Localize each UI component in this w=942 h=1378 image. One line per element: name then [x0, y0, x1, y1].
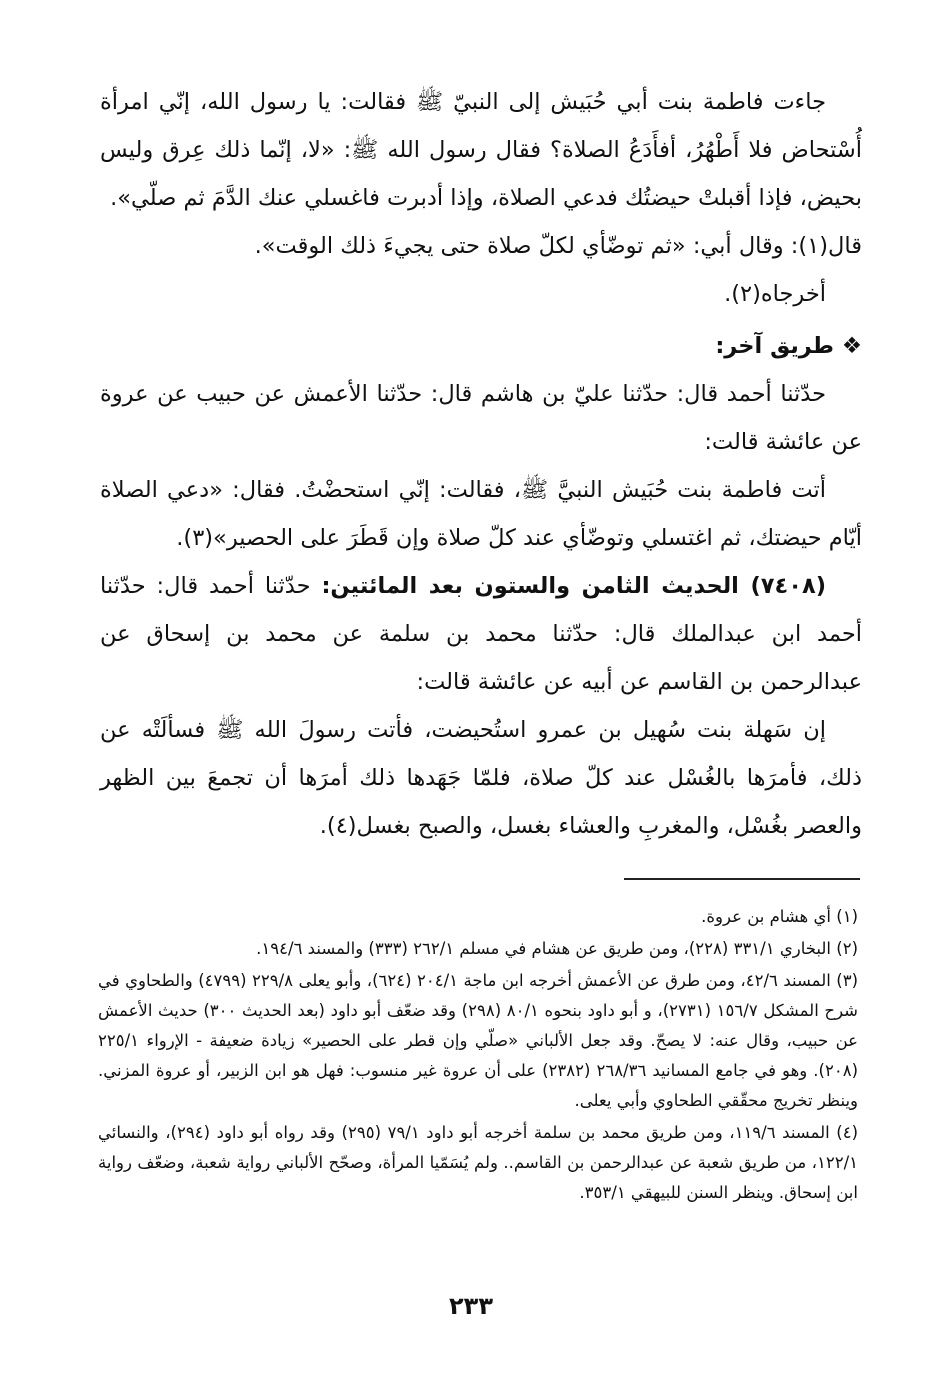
hadith-number-label: (٧٤٠٨) الحديث الثامن والستون بعد المائتين:: [321, 573, 826, 599]
footnotes: [98, 902, 858, 1210]
paragraph-5: أتت فاطمة بنت حُبَيش النبيَّ ﷺ، فقالت: إنّي استحضْتُ. فقال: «دعي الصلاة أيّام حيضتك، ثم اغتسلي وتوضّأي عند كلّ صلاة وإن قَطَرَ على الحصير»(٣).: [100, 477, 862, 551]
footnote-2: (٢) البخاري ٣٣١/١ (٢٢٨)، ومن طريق عن هشام في مسلم ٢٦٢/١ (٣٣٣) والمسند ١٩٤/٦.: [256, 939, 858, 958]
footnote-4: (٤) المسند ١١٩/٦، ومن طريق محمد بن سلمة أخرجه أبو داود ٧٩/١ (٢٩٥) وقد رواه أبو داود (٢٩٤)، والنسائي ١٢٢/١، من طريق شعبة عن عبدالرحمن بن القاسم.. ولم يُسَمّيا المرأة، وصحّح الألباني رواية شعبة، وضعّف رواية ابن إسحاق. وينظر السنن للبيهقي ٣٥٣/١.: [98, 1123, 858, 1202]
footnote-divider: [624, 878, 860, 880]
paragraph-2: قال(١): وقال أبي: «ثم توضّأي لكلّ صلاة حتى يجيءَ ذلك الوقت».: [254, 233, 862, 259]
paragraph-6: [100, 562, 862, 706]
main-text: [100, 78, 862, 850]
page-number: ٢٣٣: [449, 1292, 493, 1320]
paragraph-7: إن سَهلة بنت سُهيل بن عمرو استُحيضت، فأتت رسولَ الله ﷺ فسألَتْه عن ذلك، فأمرَها بالغُسْل عند كلّ صلاة، فلمّا جَهَدها ذلك أمرَها أن تجمعَ بين الظهر والعصر بغُسْل، والمغربِ والعشاء بغسل، والصبح بغسل(٤).: [100, 717, 862, 839]
hadith-chain: حدّثنا أحمد قال: حدّثنا أحمد ابن عبدالملك قال: حدّثنا محمد بن سلمة عن محمد بن إسحاق عن عبدالرحمن بن القاسم عن أبيه عن عائشة قالت:: [100, 573, 862, 695]
paragraph-1: جاءت فاطمة بنت أبي حُبَيش إلى النبيّ ﷺ فقالت: يا رسول الله، إنّي امرأة أُسْتحاض فلا أَطْهُرُ، أفأَدَعُ الصلاة؟ فقال رسول الله ﷺ: «لا، إنّما ذلك عِرق وليس بحيض، فإذا أقبلتْ حيضتُك فدعي الصلاة، وإذا أدبرت فاغسلي عنك الدَّمَ ثم صلّي».: [100, 89, 862, 211]
paragraph-4: حدّثنا أحمد قال: حدّثنا عليّ بن هاشم قال: حدّثنا الأعمش عن حبيب عن عروة عن عائشة قالت:: [100, 381, 862, 455]
footnote-1: (١) أي هشام بن عروة.: [701, 907, 858, 926]
footnote-3: (٣) المسند ٤٢/٦، ومن طرق عن الأعمش أخرجه ابن ماجة ٢٠٤/١ (٦٢٤)، وأبو يعلى ٢٢٩/٨ (٤٧٩٩) والطحاوي في شرح المشكل ١٥٦/٧ (٢٧٣١)، و أبو داود بنحوه ٨٠/١ (٢٩٨) وقد ضعّف أبو داود (بعد الحديث ٣٠٠) حديث الأعمش عن حبيب، وقال عنه: لا يصحّ. وقد جعل الألباني «صلّي وإن قطر على الحصير» زيادة ضعيفة - الإرواء ٢٢٥/١ (٢٠٨). وهو في جامع المسانيد ٢٦٨/٣٦ (٢٣٨٢) على أن عروة غير منسوب: فهل هو ابن الزبير، أو عروة المزني. وينظر تخريج محقّقي الطحاوي وأبي يعلى.: [98, 971, 859, 1110]
section-heading: ❖ طريق آخر:: [715, 333, 862, 359]
paragraph-3: أخرجاه(٢).: [724, 281, 826, 307]
